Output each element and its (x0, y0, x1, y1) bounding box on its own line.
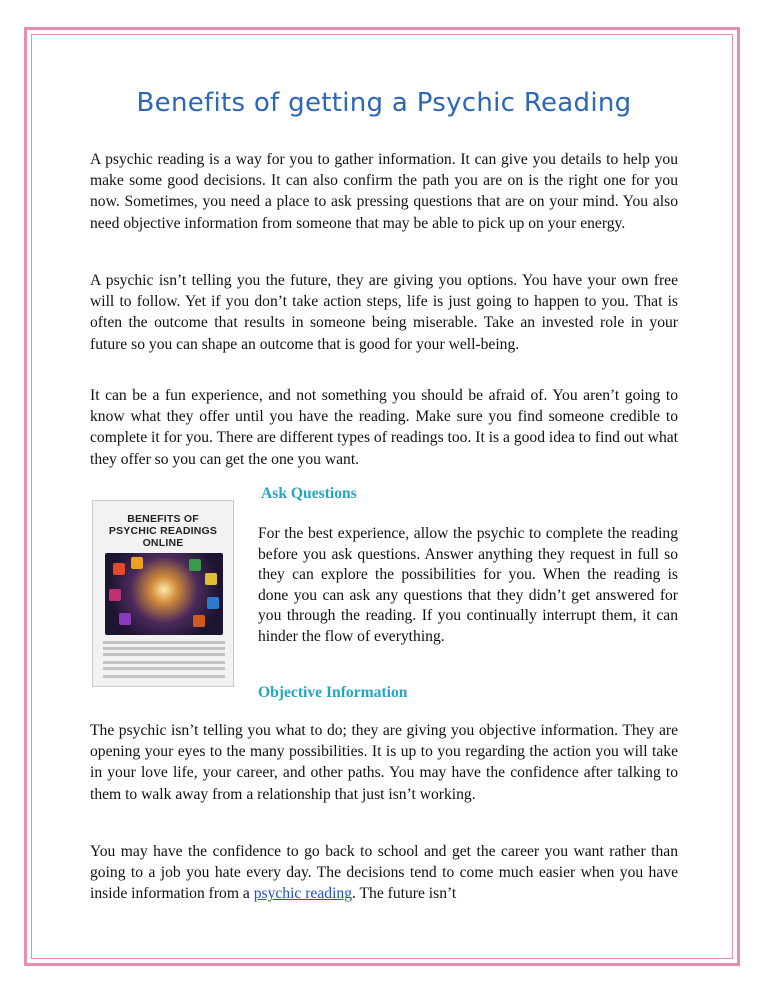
paragraph-future: A psychic isn’t telling you the future, they are giving you options. You have your own free will to follow. Yet if you don’t take action steps, life is just going to happen to you. That is often the outcome that results in someone being miserable. Take an invested role in your future so you can shape an outcome that is good for your well-being. (90, 272, 678, 353)
heading-ask-questions: Ask Questions (261, 485, 357, 502)
orb-icon (131, 557, 143, 569)
book-title-line: PSYCHIC READINGS (108, 525, 218, 537)
book-cover-image (92, 500, 234, 687)
paragraph-confidence (90, 841, 678, 905)
orb-icon (113, 563, 125, 575)
orb-icon (205, 573, 217, 585)
book-cover-artwork (105, 553, 223, 635)
book-text-line (103, 653, 225, 656)
paragraph-ask-questions: For the best experience, allow the psychic to complete the reading before you ask questions. Answer anything they request in full so they can explore the possibilities for you. When the reading is done you can ask any questions that they didn’t get answered for you through the reading. If you continually interrupt them, it can hinder the flow of everything. (258, 525, 678, 645)
paragraph-intro: A psychic reading is a way for you to gather information. It can give you details to help you make some good decisions. It can also confirm the path you are on is the right one for you now. Sometimes, you need a place to ask pressing questions that are on your mind. You also need objective information from someone that may be able to pick up on your energy. (90, 151, 678, 232)
book-text-line (103, 675, 225, 678)
paragraph-objective: The psychic isn’t telling you what to do; they are giving you objective information. They are opening your eyes to the many possibilities. It is up to you regarding the action you will take in your love life, your career, and other paths. You may have the confidence after talking to them to walk away from a relationship that just isn’t working. (90, 722, 678, 803)
psychic-reading-link[interactable]: psychic reading (253, 885, 352, 903)
orb-icon (193, 615, 205, 627)
book-text-line (103, 647, 225, 650)
book-text-line (103, 661, 225, 664)
book-cover-title (93, 501, 233, 549)
paragraph-text: . The future isn’t (352, 885, 457, 903)
paragraph-text: You may have the confidence to go back to school and get the career you want rather than going to a job you hate every day. The decisions tend to come much easier when you have inside information from a (90, 843, 678, 903)
book-text-line (103, 667, 225, 670)
orb-icon (109, 589, 121, 601)
orb-icon (119, 613, 131, 625)
paragraph-experience: It can be a fun experience, and not something you should be afraid of. You aren’t going to know what they offer until you have the reading. Make sure you find someone credible to complete it for you. There are different types of readings too. It is a good idea to find out what they offer so you can get the one you want. (90, 387, 678, 468)
book-title-line: ONLINE (142, 537, 184, 549)
book-title-line: BENEFITS OF (127, 513, 199, 525)
orb-icon (207, 597, 219, 609)
page-title: Benefits of getting a Psychic Reading (136, 88, 632, 118)
heading-objective-information: Objective Information (258, 684, 408, 701)
book-text-line (103, 641, 225, 644)
orb-icon (189, 559, 201, 571)
